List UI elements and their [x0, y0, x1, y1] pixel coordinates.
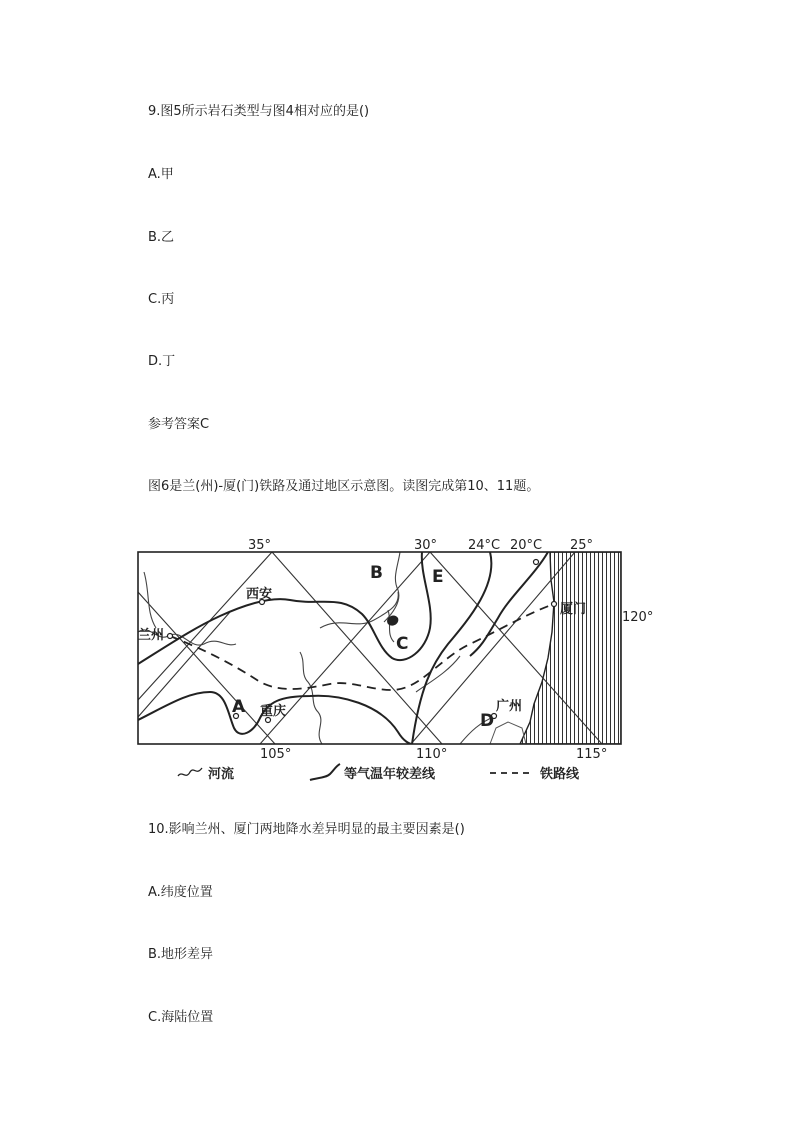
- sea-area: [520, 552, 621, 744]
- option-9-d: D.丁: [148, 354, 176, 369]
- label-20c: 20°C: [510, 538, 543, 553]
- legend-railway-label: 铁路线: [540, 767, 580, 782]
- city-guangzhou: 广州: [496, 699, 523, 714]
- railway-line: [170, 604, 554, 690]
- region-letter-b: B: [370, 563, 383, 583]
- legend-isoline-symbol: [310, 764, 340, 780]
- city-lanzhou: 兰州: [138, 628, 165, 643]
- city-xiamen: 厦门: [560, 602, 587, 617]
- region-letter-c: C: [396, 634, 409, 654]
- city-xian: 西安: [246, 587, 273, 602]
- option-9-b: B.乙: [148, 230, 175, 245]
- label-35-deg: 35°: [248, 538, 272, 553]
- option-9-c: C.丙: [148, 292, 175, 307]
- city-chongqing: 重庆: [260, 704, 287, 719]
- region-letter-e: E: [432, 567, 444, 587]
- legend-river-symbol: [178, 768, 202, 776]
- label-120-deg: 120°: [622, 610, 654, 625]
- option-10-a: A.纬度位置: [148, 885, 213, 900]
- question-9-stem: 9.图5所示岩石类型与图4相对应的是(): [148, 104, 370, 119]
- region-letter-a: A: [232, 697, 246, 717]
- label-110-deg: 110°: [416, 747, 448, 762]
- lanzhou-xiamen-railway-map: [130, 532, 654, 784]
- legend-isoline-label: 等气温年较差线: [344, 767, 436, 782]
- map-intro: 图6是兰(州)-厦(门)铁路及通过地区示意图。读图完成第10、11题。: [148, 479, 540, 494]
- question-10-stem: 10.影响兰州、厦门两地降水差异明显的最主要因素是(): [148, 822, 465, 837]
- label-115-deg: 115°: [576, 747, 608, 762]
- label-24c: 24°C: [468, 538, 501, 553]
- label-25-deg: 25°: [570, 538, 594, 553]
- region-letter-d: D: [480, 711, 495, 731]
- label-105-deg: 105°: [260, 747, 292, 762]
- option-10-c: C.海陆位置: [148, 1010, 214, 1025]
- option-9-a: A.甲: [148, 167, 174, 182]
- option-10-b: B.地形差异: [148, 947, 214, 962]
- legend-river-label: 河流: [208, 767, 235, 782]
- label-30-deg: 30°: [414, 538, 438, 553]
- answer-9: 参考答案C: [148, 417, 210, 432]
